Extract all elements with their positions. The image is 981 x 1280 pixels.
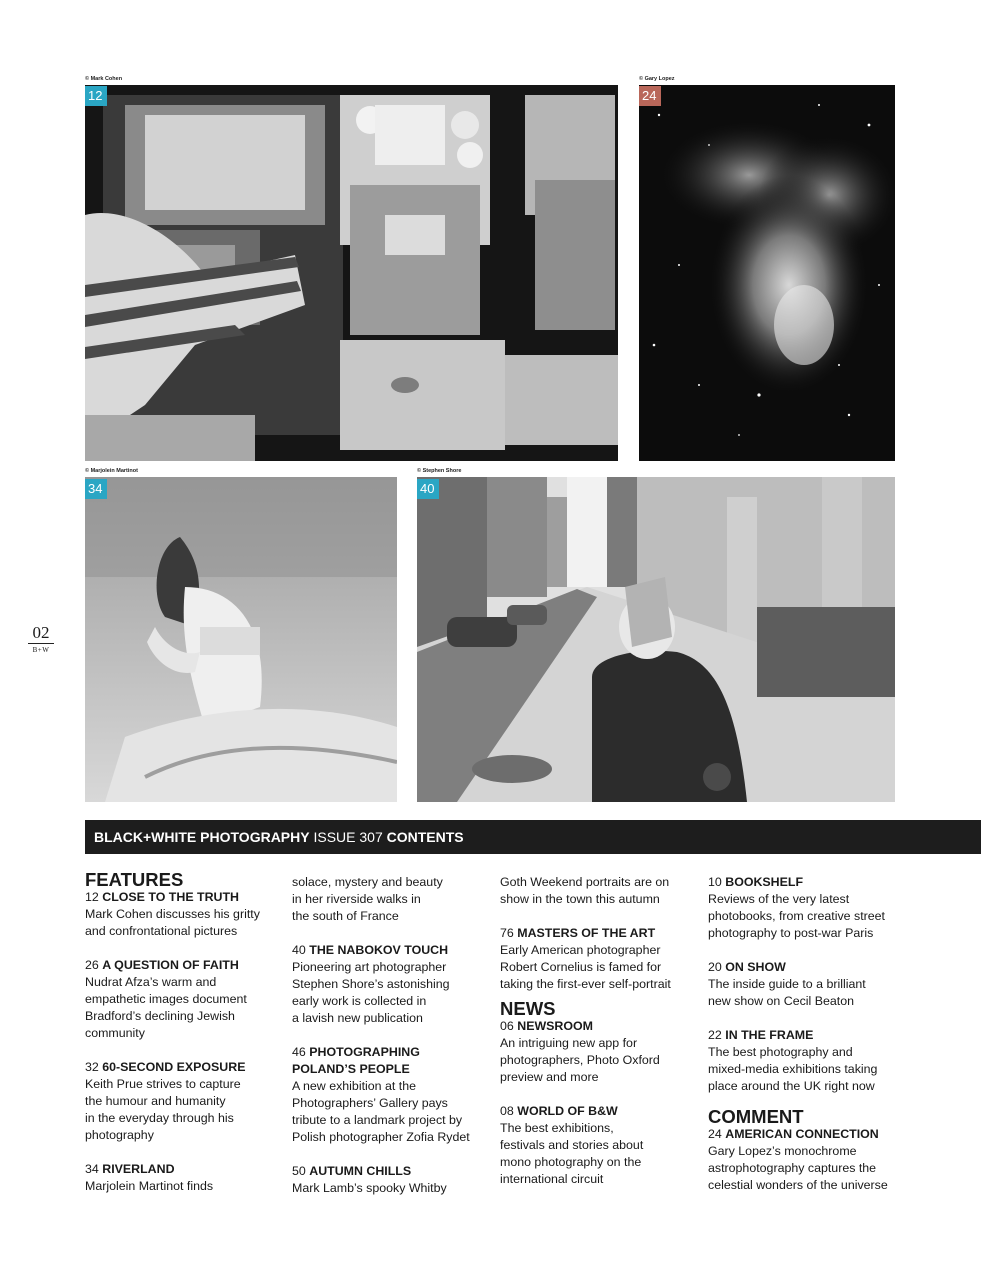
banner-contents: CONTENTS — [386, 829, 464, 845]
entry-title: AUTUMN CHILLS — [309, 1164, 412, 1178]
photo-woman-on-slide — [85, 477, 397, 802]
page-folio — [28, 624, 54, 654]
entry-title: THE NABOKOV TOUCH — [309, 943, 449, 957]
entry-description: Mark Cohen discusses his gritty and confrontational pictures — [85, 907, 260, 938]
contents-entry[interactable] — [292, 942, 492, 1027]
entry-continuation: solace, mystery and beauty in her riverside walks in the south of France — [292, 875, 443, 923]
contents-entry[interactable] — [708, 959, 918, 1010]
contents-banner — [85, 820, 981, 854]
entry-title: A QUESTION OF FAITH — [102, 958, 239, 972]
photo-credit-marjolein-martinot: © Marjolein Martinot — [85, 468, 138, 474]
section-heading-news: NEWS — [500, 998, 556, 1019]
entry-description: Marjolein Martinot finds — [85, 1179, 214, 1193]
entry-page: 76 — [500, 926, 514, 940]
entry-description: Nudrat Afza’s warm and empathetic images document Bradford’s declining Jewish community — [85, 975, 247, 1040]
photo-credit-stephen-shore: © Stephen Shore — [417, 468, 462, 474]
entry-description: A new exhibition at the Photographers’ Gallery pays tribute to a landmark project by Polish photographer Zofia Rydet — [292, 1079, 470, 1144]
entry-page: 32 — [85, 1060, 99, 1074]
section-heading-comment: COMMENT — [708, 1106, 804, 1127]
entry-description: The inside guide to a brilliant new show on Cecil Beaton — [708, 977, 866, 1008]
entry-title: IN THE FRAME — [725, 1028, 814, 1042]
entry-description: The best photography and mixed-media exhibitions taking place around the UK right now — [708, 1045, 878, 1093]
entry-page: 22 — [708, 1028, 722, 1042]
entry-description: Early American photographer Robert Cornelius is famed for taking the first-ever self-portrait — [500, 943, 671, 991]
page-number: 02 — [28, 624, 54, 644]
entry-title: MASTERS OF THE ART — [517, 926, 656, 940]
contents-entry[interactable] — [708, 874, 918, 942]
entry-page: 26 — [85, 958, 99, 972]
entry-page: 46 — [292, 1045, 306, 1059]
entry-page: 20 — [708, 960, 722, 974]
entry-description: Gary Lopez’s monochrome astrophotography captures the celestial wonders of the universe — [708, 1144, 888, 1192]
contents-entry[interactable] — [85, 957, 285, 1042]
contents-entry[interactable] — [500, 1103, 705, 1188]
contents-column-2 — [292, 874, 492, 1214]
contents-column-3 — [500, 874, 705, 1205]
contents-entry[interactable] — [708, 1126, 918, 1194]
contents-entry[interactable] — [85, 1161, 285, 1195]
photo-gumball-machine — [85, 85, 618, 461]
entry-page: 40 — [292, 943, 306, 957]
entry-title: ON SHOW — [725, 960, 786, 974]
entry-title: NEWSROOM — [517, 1019, 593, 1033]
contents-entry[interactable] — [85, 889, 285, 940]
entry-page: 06 — [500, 1019, 514, 1033]
page-badge-12: 12 — [85, 86, 107, 106]
banner-issue: ISSUE 307 — [313, 829, 383, 845]
entry-title: 60-SECOND EXPOSURE — [102, 1060, 246, 1074]
entry-description: Keith Prue strives to capture the humour and humanity in the everyday through his photography — [85, 1077, 241, 1142]
contents-entry[interactable] — [85, 1059, 285, 1144]
entry-description: Reviews of the very latest photobooks, from creative street photography to post-war Paris — [708, 892, 885, 940]
entry-description: The best exhibitions, festivals and stories about mono photography on the international circuit — [500, 1121, 644, 1186]
contents-entry[interactable] — [292, 1163, 492, 1197]
magazine-mark: B+W — [32, 646, 50, 654]
entry-title: RIVERLAND — [102, 1162, 175, 1176]
contents-entry[interactable] — [292, 1044, 492, 1146]
entry-description: Mark Lamb’s spooky Whitby — [292, 1181, 447, 1195]
entry-page: 50 — [292, 1164, 306, 1178]
entry-title: WORLD OF B&W — [517, 1104, 618, 1118]
entry-title: AMERICAN CONNECTION — [725, 1127, 879, 1141]
entry-title: PHOTOGRAPHING POLAND’S PEOPLE — [292, 1045, 420, 1076]
photo-credit-gary-lopez: © Gary Lopez — [639, 76, 675, 82]
section-heading-features: FEATURES — [85, 869, 184, 890]
contents-column-4 — [708, 874, 918, 1211]
page-badge-40: 40 — [417, 479, 439, 499]
entry-page: 08 — [500, 1104, 514, 1118]
entry-description: An intriguing new app for photographers, Photo Oxford preview and more — [500, 1036, 660, 1084]
entry-description: Pioneering art photographer Stephen Shore’s astonishing early work is collected in a lavish new publication — [292, 960, 450, 1025]
entry-title: CLOSE TO THE TRUTH — [102, 890, 240, 904]
contents-column-1 — [85, 870, 285, 1212]
photo-street-woman — [417, 477, 895, 802]
entry-page: 12 — [85, 890, 99, 904]
entry-title: BOOKSHELF — [725, 875, 804, 889]
contents-entry[interactable] — [500, 925, 705, 993]
photo-credit-mark-cohen: © Mark Cohen — [85, 76, 123, 82]
entry-page: 34 — [85, 1162, 99, 1176]
page-badge-34: 34 — [85, 479, 107, 499]
contents-entry[interactable] — [708, 1027, 918, 1095]
photo-nebula — [639, 85, 895, 461]
banner-brand: BLACK+WHITE PHOTOGRAPHY — [94, 829, 310, 845]
contents-entry[interactable] — [500, 1018, 705, 1086]
page-badge-24: 24 — [639, 86, 661, 106]
entry-page: 24 — [708, 1127, 722, 1141]
entry-page: 10 — [708, 875, 722, 889]
entry-continuation: Goth Weekend portraits are on show in the town this autumn — [500, 875, 670, 906]
